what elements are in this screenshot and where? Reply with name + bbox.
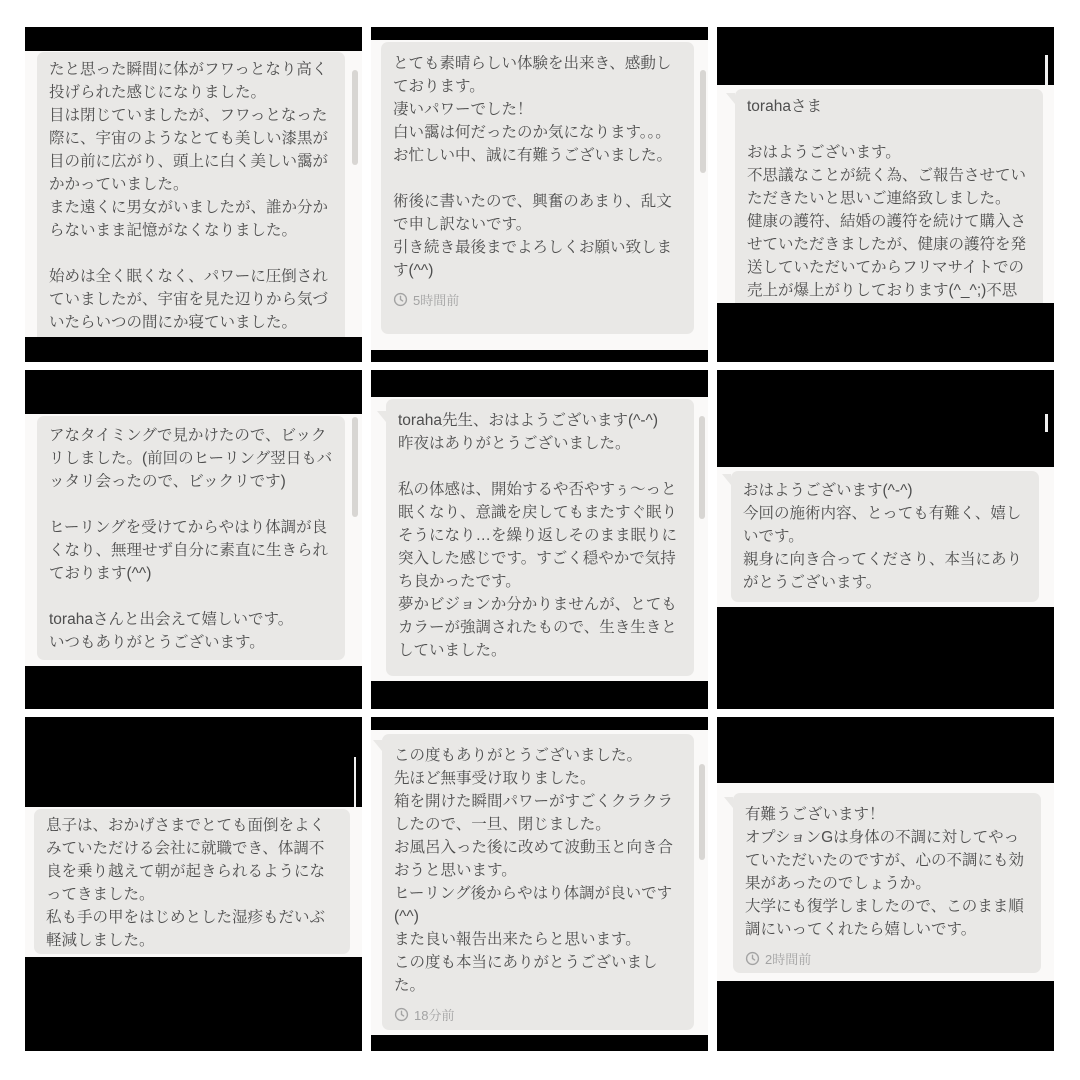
scrollbar[interactable] xyxy=(700,70,706,173)
message-line: ヒーリングを受けてからやはり体調が良くなり、無理せず自分に素直に生きられております(^^) xyxy=(49,519,329,582)
timestamp-text: 5時間前 xyxy=(413,293,460,308)
bubble-tail xyxy=(377,411,386,422)
redaction-bar-top xyxy=(717,370,1054,467)
message-line: 息子は、おかげさまでとても面倒をよくみていただける会社に就職でき、体調不良を乗り越えて朝が起きられるようになってきました。 xyxy=(46,817,326,903)
bubble-tail xyxy=(726,93,735,104)
chat-area xyxy=(25,807,362,957)
message-line: toraha先生、おはようございます(^-^) xyxy=(398,412,658,429)
chat-area xyxy=(25,51,362,337)
message-line: たと思った瞬間に体がフワっとなり高く投げられた感じになりました。 xyxy=(49,61,328,101)
sender-name: torahaさま xyxy=(747,98,822,115)
message-line: ヒーリング後からやはり体調が良いです(^^) xyxy=(394,885,673,925)
message-line: とても素晴らしい体験を出来き、感動しております。 xyxy=(393,55,672,95)
message-line: また遠くに男女がいましたが、誰か分からないまま記憶がなくなりました。 xyxy=(49,199,329,239)
timestamp xyxy=(394,1005,682,1024)
redaction-bar-top xyxy=(371,370,708,397)
timestamp xyxy=(393,290,682,309)
message-bubble xyxy=(731,471,1039,602)
message-line: 夢かビジョンか分かりませんが、とてもカラーが強調されたもので、生き生きとしていました。 xyxy=(398,596,677,659)
message-line: 箱を開けた瞬間パワーがすごくクラクラしたので、一旦、閉じました。 xyxy=(394,793,674,833)
scrollbar[interactable] xyxy=(699,416,705,519)
review-screenshot-4 xyxy=(25,370,362,709)
message-line: また良い報告出来たらと思います。 xyxy=(394,931,641,948)
message-line: おはようございます。 xyxy=(747,144,901,161)
message-line: 親身に向き合ってくださり、本当にありがとうございます。 xyxy=(743,551,1023,591)
chat-area xyxy=(371,397,708,681)
bubble-tail xyxy=(373,740,382,751)
chat-area xyxy=(717,467,1054,607)
message-line: torahaさんと出会えて嬉しいです。 xyxy=(49,611,294,628)
clock-icon xyxy=(745,951,760,966)
scrollbar[interactable] xyxy=(699,764,705,860)
message-line: この度も本当にありがとうございました。 xyxy=(394,954,658,994)
redaction-bar-bottom xyxy=(371,681,708,709)
message-line: 昨夜はありがとうございました。 xyxy=(398,435,631,452)
redaction-bar-top xyxy=(25,717,362,807)
message-line: 先ほど無事受け取りました。 xyxy=(394,770,596,787)
chat-area xyxy=(371,40,708,350)
scrollbar[interactable] xyxy=(352,70,358,165)
timestamp-text: 18分前 xyxy=(414,1008,455,1023)
message-line: 始めは全く眠くなく、パワーに圧倒されていましたが、宇宙を見た辺りから気づいたらいつの間にか寝ていました。 xyxy=(49,268,329,331)
chat-area xyxy=(717,85,1054,303)
message-line: 不思議なことが続く為、ご報告させていただきたいと思いご連絡致しました。 xyxy=(747,167,1027,207)
message-line: オプションGは身体の不調に対してやっていただいたのですが、心の不調にも効果があったのでしょうか。 xyxy=(745,829,1025,892)
review-screenshot-9 xyxy=(717,717,1054,1051)
message-line: 引き続き最後までよろしくお願い致します(^^) xyxy=(393,239,673,279)
timestamp xyxy=(745,949,1029,968)
message-line: お忙しい中、誠に有難うございました。 xyxy=(393,147,673,164)
message-line: アなタイミングで見かけたので、ビックリしました。(前回のヒーリング翌日もバッタリ会ったので、ビックリです) xyxy=(49,427,333,490)
message-bubble xyxy=(37,52,345,337)
message-line: 有難うございます！ xyxy=(745,806,885,823)
scrollbar[interactable] xyxy=(1045,414,1048,432)
redaction-bar-top xyxy=(371,27,708,40)
redaction-bar-bottom xyxy=(25,337,362,362)
review-screenshot-5 xyxy=(371,370,708,709)
message-line: この度もありがとうございました。 xyxy=(394,747,643,764)
message-bubble xyxy=(733,793,1041,973)
timestamp-text: 2時間前 xyxy=(765,952,812,967)
message-line: 私の体感は、開始するや否やすぅ〜っと眠くなり、意識を戻してもまたすぐ眠りそうになり…を繰り返しそのまま眠りに突入した感じです。すごく穏やかで気持ち良かったです。 xyxy=(398,481,678,590)
redaction-bar-bottom xyxy=(717,303,1054,362)
bubble-tail xyxy=(724,797,733,808)
message-bubble xyxy=(735,89,1043,303)
redaction-bar-bottom xyxy=(717,981,1054,1051)
clock-icon xyxy=(393,292,408,307)
redaction-bar-bottom xyxy=(25,957,362,1051)
redaction-bar-top xyxy=(717,27,1054,85)
bubble-tail xyxy=(722,474,731,485)
message-line: 私も手の甲をはじめとした湿疹もだいぶ軽減しました。 xyxy=(46,909,326,949)
message-line: お風呂入った後に改めて波動玉と向き合おうと思います。 xyxy=(394,839,674,879)
message-bubble xyxy=(381,42,694,334)
review-screenshot-7 xyxy=(25,717,362,1051)
chat-area xyxy=(25,414,362,666)
scrollbar[interactable] xyxy=(352,417,358,517)
message-line: いつもありがとうございます。 xyxy=(49,634,265,651)
review-screenshot-1 xyxy=(25,27,362,362)
redaction-bar-top xyxy=(717,717,1054,783)
message-bubble xyxy=(37,416,345,660)
message-line: おはようございます(^-^) xyxy=(743,482,913,499)
review-screenshot-8 xyxy=(371,717,708,1051)
redaction-bar-bottom xyxy=(371,350,708,362)
chat-area xyxy=(371,730,708,1035)
redaction-bar-top xyxy=(25,370,362,414)
redaction-bar-bottom xyxy=(371,1035,708,1051)
message-bubble xyxy=(382,734,694,1030)
redaction-bar-top xyxy=(371,717,708,730)
review-screenshot-3 xyxy=(717,27,1054,362)
clock-icon xyxy=(394,1007,409,1022)
review-screenshot-2 xyxy=(371,27,708,362)
message-line: 白い靄は何だったのか気になります。。。 xyxy=(393,124,671,141)
message-line: 目は閉じていましたが、フワっとなった際に、宇宙のようなとても美しい漆黒が目の前に広がり、頭上に白く美しい靄がかかっていました。 xyxy=(49,107,329,193)
message-line: 大学にも復学しましたので、このまま順調にいってくれたら嬉しいです。 xyxy=(745,898,1024,938)
redaction-bar-top xyxy=(25,27,362,51)
review-screenshot-6 xyxy=(717,370,1054,709)
redaction-bar-bottom xyxy=(717,607,1054,709)
message-line: 術後に書いたので、興奮のあまり、乱文で申し訳ないです。 xyxy=(393,193,672,233)
message-line: 凄いパワーでした！ xyxy=(393,101,533,118)
redaction-bar-bottom xyxy=(25,666,362,709)
message-line: 今回の施術内容、とっても有難く、嬉しいです。 xyxy=(743,505,1022,545)
chat-area xyxy=(717,783,1054,981)
message-bubble xyxy=(386,399,694,676)
message-line: 健康の護符、結婚の護符を続けて購入させていただきましたが、健康の護符を発送していただいてからフリマサイトでの売上が爆上がりしております(^_^;)不思 xyxy=(747,213,1027,299)
message-bubble xyxy=(34,809,350,954)
scrollbar[interactable] xyxy=(354,757,356,809)
